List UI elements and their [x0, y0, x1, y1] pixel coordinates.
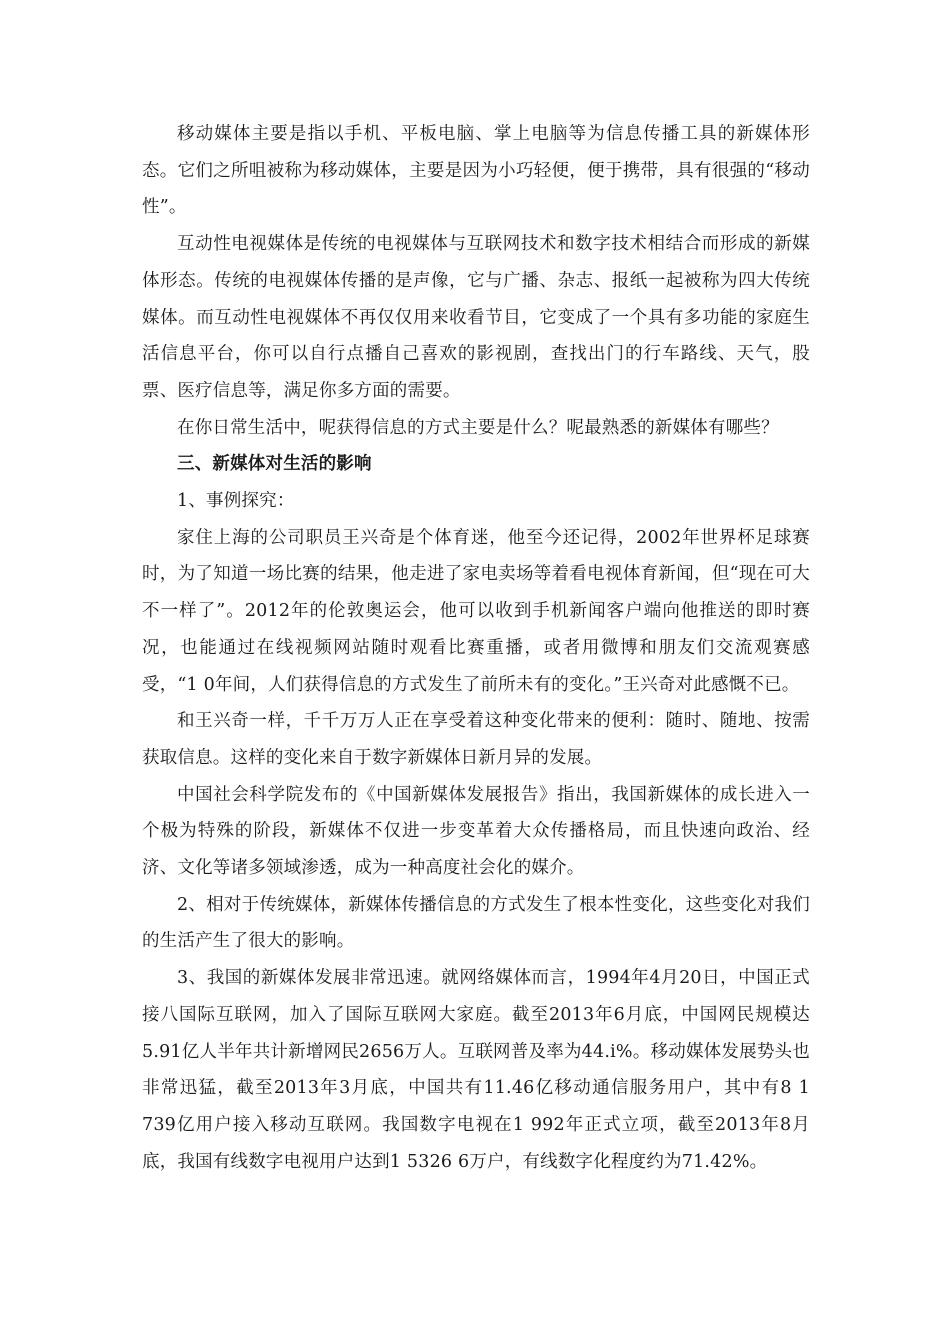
paragraph-case-story: 家住上海的公司职员王兴奇是个体育迷，他至今还记得，2002年世界杯足球赛时，为了知道一场比赛的结果，他走进了家电卖场等着看电视体育新闻，但“现在可大不一样了”。2012年的伦敦奥运会，他可以收到手机新闻客户端向他推送的即时赛况，也能通过在线视频网站随时观看比赛重播，或者用微博和朋友们交流观赛感受，“1 0年间，人们获得信息的方式发生了前所未有的变化。”王兴奇对此感慨不已。	[142, 527, 810, 695]
paragraph-point-2: 2、相对于传统媒体，新媒体传播信息的方式发生了根本性变化，这些变化对我们的生活产生了很大的影响。	[142, 894, 810, 952]
paragraph-report: 中国社会科学院发布的《中国新媒体发展报告》指出，我国新媒体的成长进入一个极为特殊的阶段，新媒体不仅进一步变革着大众传播格局，而且快速向政治、经济、文化等诸多领域渗透，成为一种高度社会化的媒介。	[142, 784, 810, 879]
document-body	[142, 116, 810, 1180]
paragraph-point-3: 3、我国的新媒体发展非常迅速。就网络媒体而言，1994年4月20日，中国正式接八国际互联网，加入了国际互联网大家庭。截至2013年6月底，中国网民规模达5.91亿人半年共计新增网民2656万人。互联网普及率为44.i%。移动媒体发展势头也非常迅猛，截至2013年3月底，中国共有11.46亿移动通信服务用户，其中有8 1 739亿用户接入移动互联网。我国数字电视在1 992年正式立项，截至2013年8月底，我国有线数字电视用户达到1 5326 6万户，有线数字化程度约为71.42%。	[142, 968, 810, 1172]
section-heading: 三、新媒体对生活的影响	[177, 454, 372, 475]
paragraph-question: 在你日常生活中，呢获得信息的方式主要是什么？呢最熟悉的新媒体有哪些？	[177, 417, 779, 438]
paragraph-mobile-media: 移动媒体主要是指以手机、平板电脑、掌上电脑等为信息传播工具的新媒体形态。它们之所咀被称为移动媒体，主要是因为小巧轻便，便于携带，具有很强的“移动性”。	[142, 124, 810, 218]
subheading-case-study: 1、事例探究：	[177, 491, 295, 512]
paragraph-convenience: 和王兴奇一样，千千万万人正在享受着这种变化带来的便利：随时、随地、按需获取信息。这样的变化来自于数字新媒体日新月异的发展。	[142, 711, 810, 768]
paragraph-interactive-tv: 互动性电视媒体是传统的电视媒体与互联网技术和数字技术相结合而形成的新媒体形态。传统的电视媒体传播的是声像，它与广播、杂志、报纸一起被称为四大传统媒体。而互动性电视媒体不再仅仅用来收看节目，它变成了一个具有多功能的家庭生活信息平台，你可以自行点播自己喜欢的影视剧，查找出门的行车路线、天气，股票、医疗信息等，满足你多方面的需要。	[142, 234, 810, 401]
